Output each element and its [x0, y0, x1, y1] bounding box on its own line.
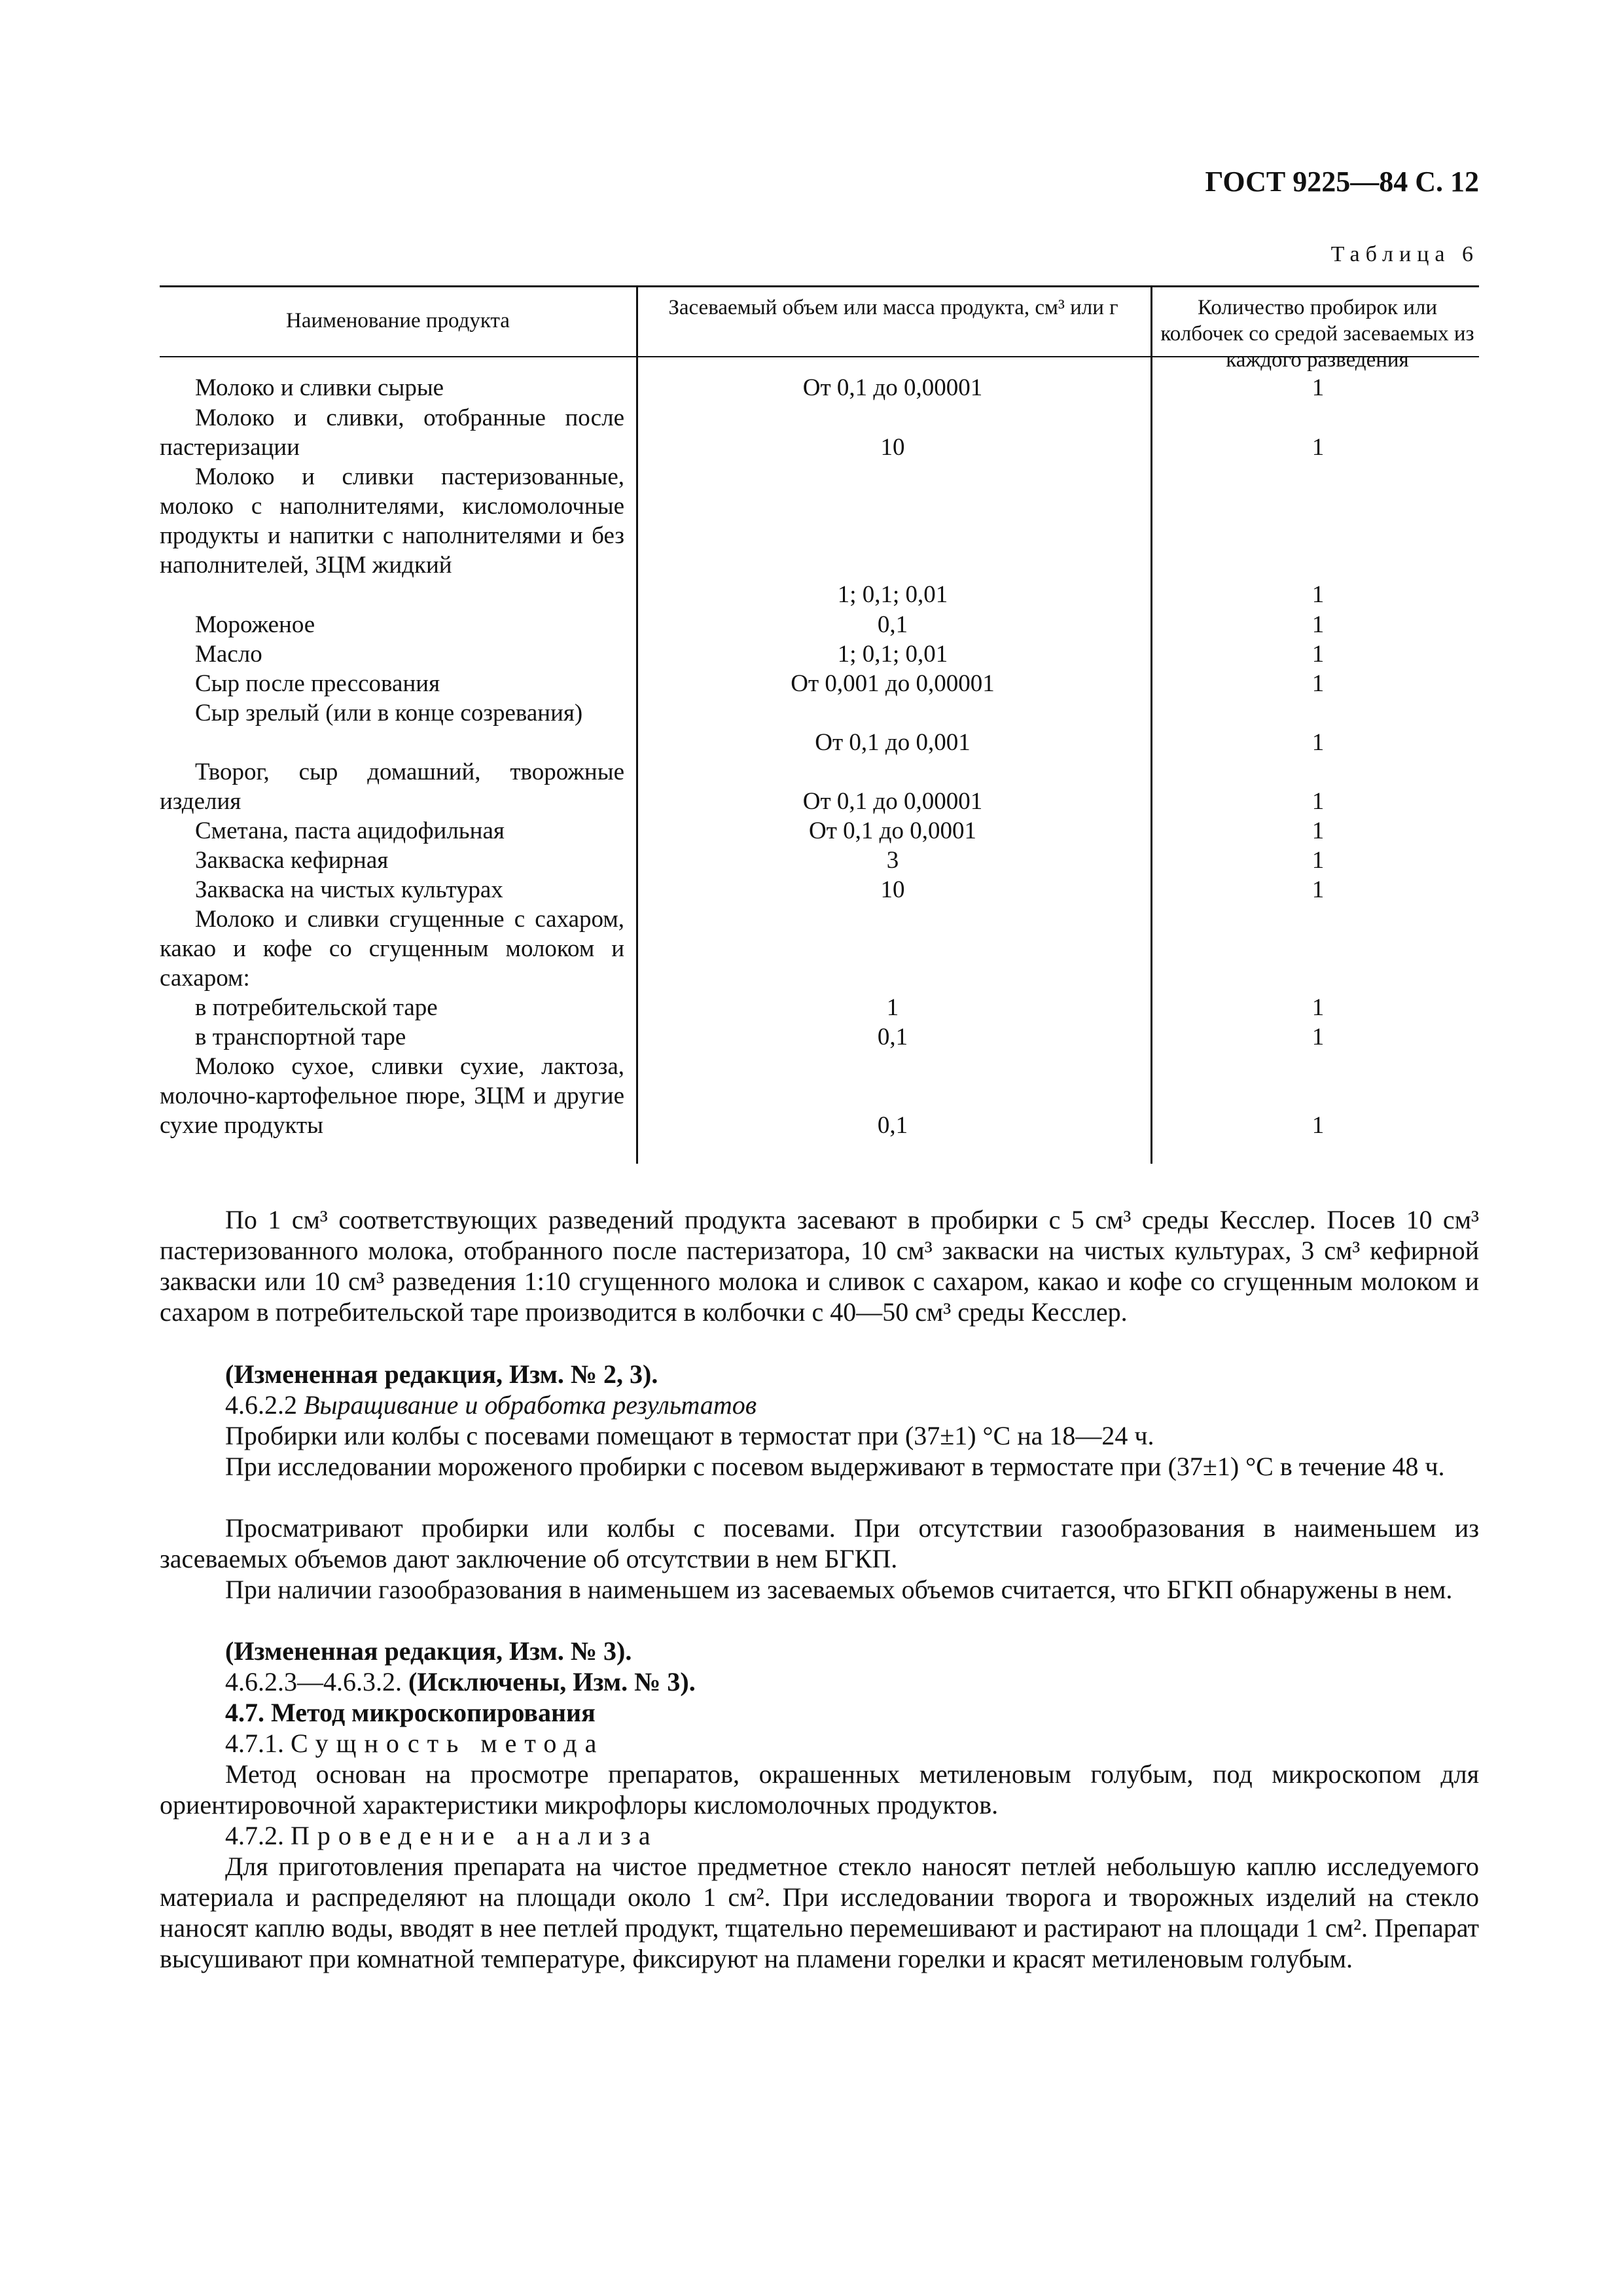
section-4-7-title: 4.7. Метод микроскопирования [225, 1698, 596, 1727]
product-volume: 1; 0,1; 0,01 [837, 641, 948, 668]
section-number: 4.7.2. [225, 1821, 284, 1850]
product-volume: От 0,1 до 0,00001 [802, 788, 983, 815]
product-volume: 1; 0,1; 0,01 [837, 581, 948, 608]
product-name: в потребительской таре [195, 994, 438, 1021]
tube-count: 1 [1311, 434, 1325, 461]
section-title: Сущность метода [291, 1729, 605, 1758]
tube-count: 1 [1311, 729, 1325, 756]
paragraph-inoculation: По 1 см³ соответствующих разведений продукта засевают в пробирки с 5 см³ среды Кесслер. Посев 10 см³ пастеризованного молока, отобранного после пастеризатора, 10 см³ закваски на чистых культурах, 3 см³ кефирной закваски или 10 см³ разведения 1:10 сгущенного молока и сливок с сахаром, какао и кофе со сгущенным молоком и сахаром в потребительской таре производится в колбочки с 40—50 см³ среды Кесслер. [160, 1205, 1479, 1327]
product-volume: От 0,1 до 0,001 [815, 729, 971, 756]
product-name: Молоко сухое, сливки сухие, лактоза, молочно-картофельное пюре, ЗЦМ и другие сухие продукты [160, 1053, 624, 1139]
tube-count: 1 [1311, 611, 1325, 638]
product-name: Молоко и сливки сырые [195, 374, 444, 401]
product-name: Молоко и сливки сгущенные с сахаром, какао и кофе со сгущенным молоком и сахаром: [160, 906, 624, 992]
tube-count: 1 [1311, 581, 1325, 608]
product-name: Масло [195, 641, 262, 668]
amendment-note: (Измененная редакция, Изм. № 3). [225, 1636, 632, 1666]
amendment-note: (Измененная редакция, Изм. № 2, 3). [225, 1359, 658, 1389]
product-volume: 3 [886, 847, 899, 874]
table-header-col1: Наименование продукта [286, 309, 510, 332]
paragraph-gas-formation: При наличии газообразования в наименьшем из засеваемых объемов считается, что БГКП обнаружены в нем. [225, 1575, 1453, 1604]
product-name: в транспортной таре [195, 1024, 406, 1050]
section-title: Проведение анализа [291, 1821, 658, 1850]
tube-count: 1 [1311, 817, 1325, 844]
table-divider-2 [1150, 285, 1152, 1164]
section-4-6-2-2 [160, 1390, 1479, 1420]
table-top-rule [160, 285, 1479, 287]
product-name: Сметана, паста ацидофильная [195, 817, 505, 844]
product-volume: 10 [880, 876, 905, 903]
product-volume: От 0,001 до 0,00001 [791, 670, 995, 697]
tube-count: 1 [1311, 876, 1325, 903]
section-excluded [160, 1666, 1479, 1697]
product-name: Мороженое [195, 611, 315, 638]
section-number: 4.7.1. [225, 1729, 284, 1758]
paragraph-method: Метод основан на просмотре препаратов, окрашенных метиленовым голубым, под микроскопом для ориентировочной характеристики микрофлоры кисломолочных продуктов. [160, 1759, 1479, 1820]
product-volume: 0,1 [877, 1024, 908, 1050]
product-name: Творог, сыр домашний, творожные изделия [160, 759, 624, 815]
tube-count: 1 [1311, 994, 1325, 1021]
paragraph-inspection: Просматривают пробирки или колбы с посевами. При отсутствии газообразования в наименьшем из засеваемых объемов дают заключение об отсутствии в нем БГКП. [160, 1513, 1479, 1573]
section-number: 4.6.2.2 [225, 1390, 297, 1420]
page-header-title: ГОСТ 9225—84 С. 12 [1205, 166, 1479, 198]
product-volume: 0,1 [877, 611, 908, 638]
product-name: Сыр зрелый (или в конце созревания) [195, 700, 583, 726]
table-caption: Таблица 6 [1330, 242, 1479, 266]
product-name: Молоко и сливки, отобранные после пастеризации [160, 404, 624, 461]
product-volume: 10 [880, 434, 905, 461]
product-name: Закваска кефирная [195, 847, 389, 874]
section-number: 4.6.2.3—4.6.3.2. [225, 1667, 402, 1696]
product-volume: 1 [886, 994, 899, 1021]
section-4-7-2 [160, 1820, 1479, 1851]
product-volume: От 0,1 до 0,0001 [809, 817, 976, 844]
tube-count: 1 [1311, 641, 1325, 668]
table-header-col3: Количество пробирок или колбочек со средой засеваемых из каждого разведения [1160, 296, 1474, 372]
product-volume: 0,1 [877, 1112, 908, 1139]
tube-count: 1 [1311, 1024, 1325, 1050]
product-name: Закваска на чистых культурах [195, 876, 503, 903]
product-name: Сыр после прессования [195, 670, 440, 697]
section-title: Выращивание и обработка результатов [304, 1390, 757, 1420]
section-note: (Исключены, Изм. № 3). [408, 1667, 696, 1696]
tube-count: 1 [1311, 788, 1325, 815]
paragraph-thermostat: Пробирки или колбы с посевами помещают в термостат при (37±1) °С на 18—24 ч. [225, 1421, 1154, 1450]
tube-count: 1 [1311, 847, 1325, 874]
paragraph-ice-cream: При исследовании мороженого пробирки с посевом выдерживают в термостате при (37±1) °С в течение 48 ч. [225, 1452, 1445, 1481]
product-name: Молоко и сливки пастеризованные, молоко с наполнителями, кисломолочные продукты и напитки с наполнителями и без наполнителей, ЗЦМ жидкий [160, 463, 624, 579]
tube-count: 1 [1311, 374, 1325, 401]
product-volume: От 0,1 до 0,00001 [802, 374, 983, 401]
tube-count: 1 [1311, 670, 1325, 697]
data-table [160, 285, 1479, 1164]
section-4-7-1 [160, 1728, 1479, 1759]
table-header-col2: Засеваемый объем или масса продукта, см³ или г [668, 296, 1118, 319]
tube-count: 1 [1311, 1112, 1325, 1139]
paragraph-preparation: Для приготовления препарата на чистое предметное стекло наносят петлей небольшую каплю исследуемого материала и распределяют на площади около 1 см². При исследовании творога и творожных изделий на стекло наносят каплю воды, вводят в нее петлей продукт, тщательно перемешивают и растирают на площади 1 см². Препарат высушивают при комнатной температуре, фиксируют на пламени горелки и красят метиленовым голубым. [160, 1852, 1479, 1973]
